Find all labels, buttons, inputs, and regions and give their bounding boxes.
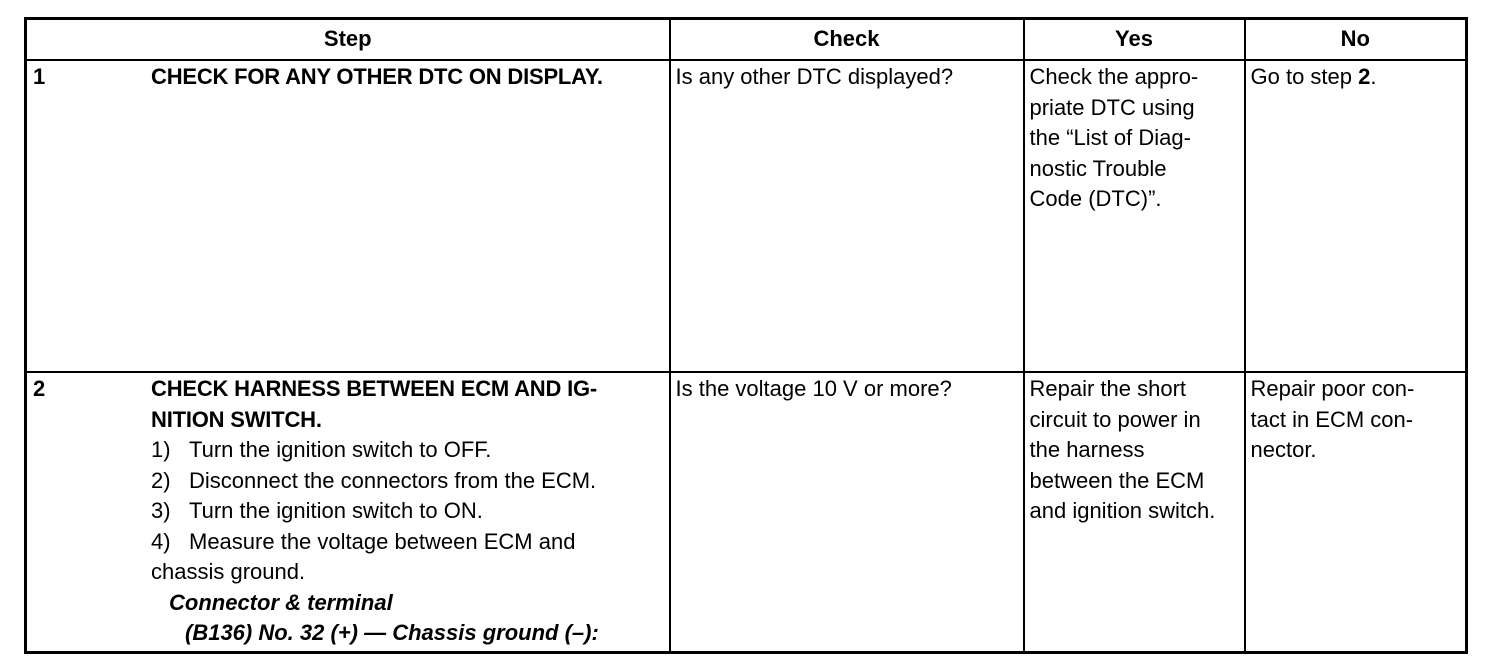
substep-continuation: chassis ground. [151,559,306,584]
connector-value: (B136) No. 32 (+) — Chassis ground (–): [185,620,599,645]
step-title-line: NITION SWITCH. [151,406,322,432]
substep [151,435,664,466]
substep-number: 4) [151,528,171,554]
check-text: Is the voltage 10 V or more? [675,376,952,401]
yes-line: between the ECM [1029,467,1205,493]
header-no: No [1245,19,1467,61]
table-row [26,372,1467,653]
substep-text: Turn the ignition switch to ON. [189,498,483,523]
yes-line: the “List of Diag- [1029,125,1191,150]
yes-line: the harness [1029,437,1145,462]
table-row [26,60,1467,372]
no-line: nector. [1250,437,1317,462]
substep [151,527,664,558]
header-check: Check [670,19,1024,61]
step-number: 1 [33,64,46,89]
yes-cell [1024,60,1245,372]
step-number: 2 [33,376,46,401]
yes-line: and ignition switch. [1029,498,1216,523]
check-cell [670,372,1024,653]
step-cell [26,60,670,372]
yes-line: Check the appro- [1029,64,1199,89]
no-cell [1245,60,1467,372]
step-title-line: CHECK HARNESS BETWEEN ECM AND IG- [151,376,598,401]
substep-text: Disconnect the connectors from the ECM. [189,467,597,493]
substep-number: 3) [151,498,171,523]
check-cell [670,60,1024,372]
step-cell [26,372,670,653]
substep-text: Turn the ignition switch to OFF. [189,437,492,462]
substep-number: 1) [151,437,171,462]
header-yes: Yes [1024,19,1245,61]
no-line: Repair poor con- [1250,376,1415,401]
no-cell [1245,372,1467,653]
header-step: Step [26,19,670,61]
yes-line: Code (DTC)”. [1029,186,1162,211]
substep-number: 2) [151,467,171,493]
diagnostic-table [24,17,1468,654]
no-suffix: . [1370,64,1377,89]
no-line: tact in ECM con- [1250,406,1414,432]
yes-line: circuit to power in [1029,406,1201,432]
yes-line: nostic Trouble [1029,155,1167,181]
connector-label: Connector & terminal [169,589,393,615]
check-text: Is any other DTC displayed? [675,64,954,89]
substep [151,496,664,527]
no-prefix: Go to step [1250,64,1359,89]
no-step-ref: 2 [1358,64,1371,89]
no-text [1251,62,1461,93]
substep-text: Measure the voltage between ECM and [189,528,576,554]
step-title: CHECK FOR ANY OTHER DTC ON DISPLAY. [151,64,603,89]
yes-line: priate DTC using [1029,94,1195,120]
header-row [26,19,1467,61]
substep [151,466,664,497]
yes-cell [1024,372,1245,653]
yes-line: Repair the short [1029,376,1187,401]
